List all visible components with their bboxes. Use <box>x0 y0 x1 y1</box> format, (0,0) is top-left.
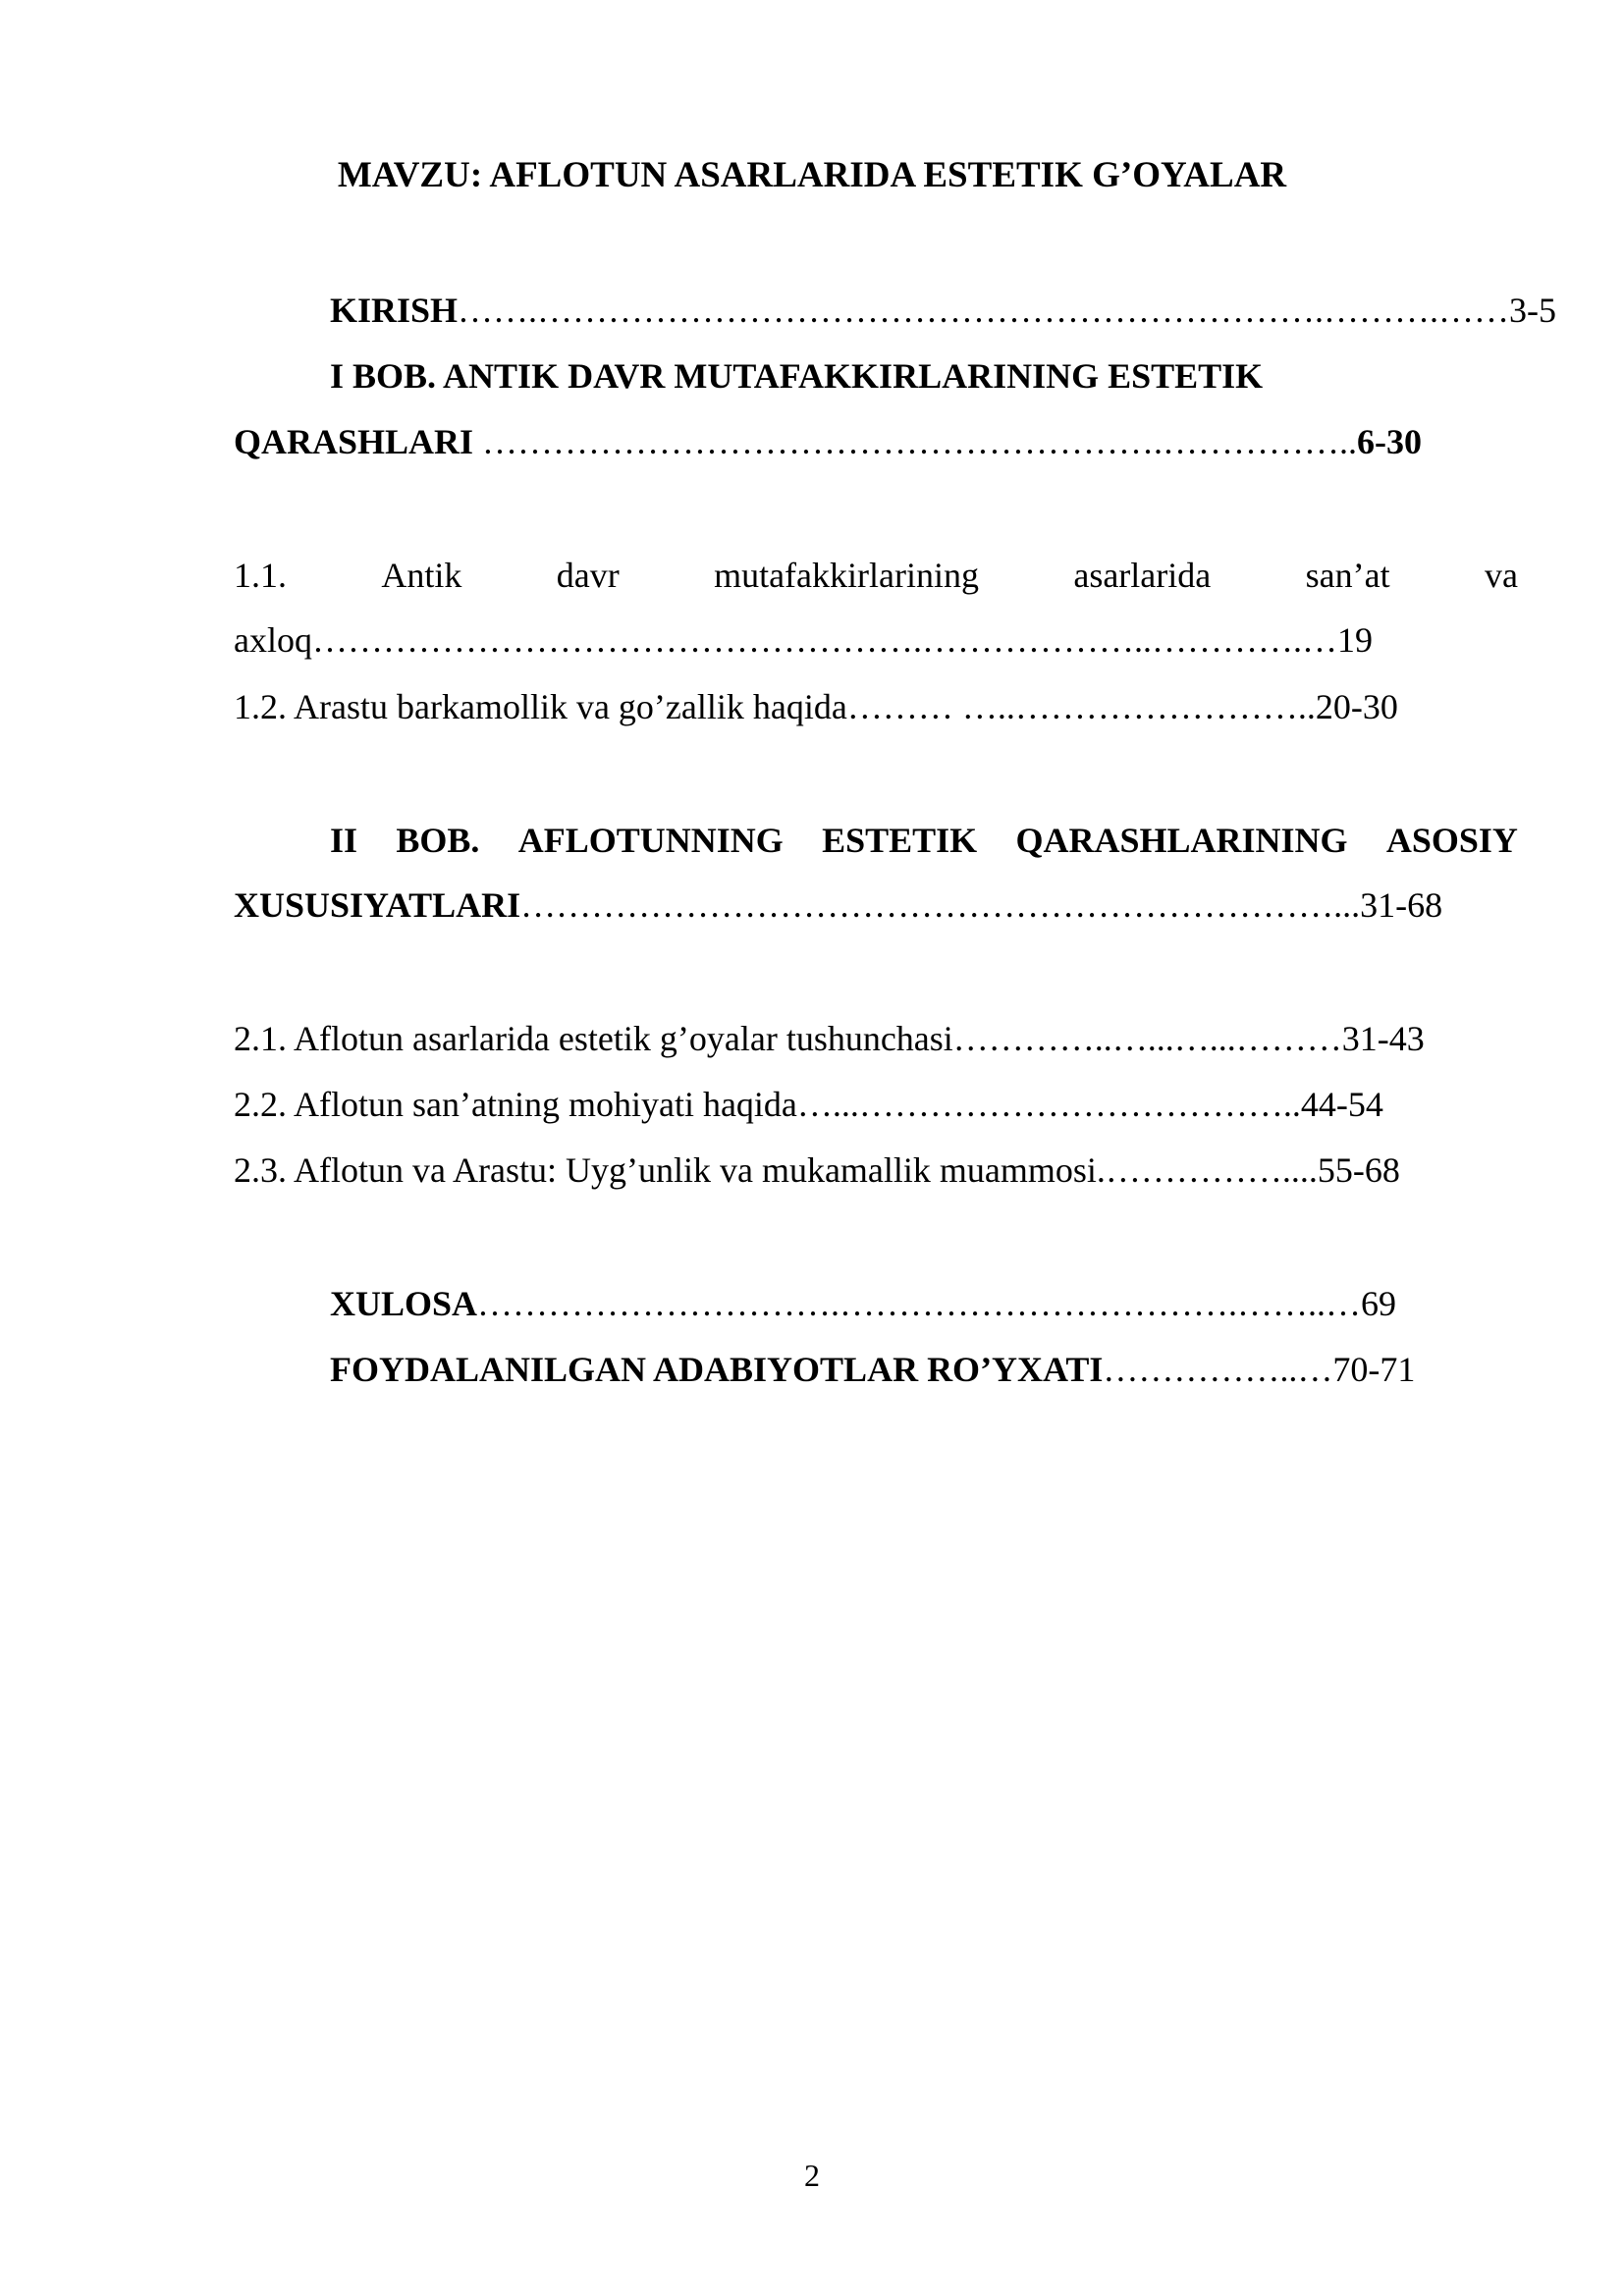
toc-section-1-1-pages: 19 <box>1336 620 1373 660</box>
toc-section-1-2-text: 1.2. Arastu barkamollik va go’zallik haqida……… …..…………………….. <box>234 687 1316 726</box>
toc-section-2-3-text: 2.3. Aflotun va Arastu: Uyg’unlik va mukamallik muammosi.…………….... <box>234 1150 1318 1190</box>
toc-section-1-2-pages: 20-30 <box>1315 687 1398 726</box>
toc-section-2-1-pages: 31-43 <box>1341 1019 1425 1058</box>
toc-kirish-pages: 3-5 <box>1509 291 1557 330</box>
toc-section-2-1 <box>234 1015 1425 1062</box>
toc-word: asarlarida <box>1073 556 1212 595</box>
toc-kirish-leader: …….………………………………………………………….……….…… <box>458 291 1510 330</box>
toc-chapter1-line1: I BOB. ANTIK DAVR MUTAFAKKIRLARINING ESTETIK <box>330 356 1264 396</box>
toc-xulosa-label: XULOSA <box>330 1284 478 1323</box>
document-title: MAVZU: AFLOTUN ASARLARIDA ESTETIK G’OYALAR <box>337 155 1287 195</box>
toc-word: 1.1. <box>234 556 287 595</box>
toc-word: BOB. <box>396 821 480 860</box>
toc-entry-references <box>330 1346 1415 1393</box>
toc-word: Antik <box>381 556 462 595</box>
toc-word: AFLOTUNNING <box>517 821 784 860</box>
toc-xulosa-pages: 69 <box>1361 1284 1397 1323</box>
toc-word: QARASHLARINING <box>1015 821 1348 860</box>
toc-chapter1-label: QARASHLARI <box>234 422 474 461</box>
page-number: 2 <box>804 2158 820 2193</box>
toc-section-2-2-pages: 44-54 <box>1300 1085 1383 1124</box>
toc-chapter1-leader: ………………………………………………….…………….. <box>473 422 1358 461</box>
toc-references-label: FOYDALANILGAN ADABIYOTLAR RO’YXATI <box>330 1350 1104 1389</box>
toc-xulosa-leader: ………………………….…………………………….……..… <box>477 1284 1362 1323</box>
toc-section-2-3 <box>234 1147 1400 1194</box>
toc-kirish-label: KIRISH <box>330 291 459 330</box>
toc-chapter2-line1 <box>330 817 1518 864</box>
toc-section-2-1-text: 2.1. Aflotun asarlarida estetik g’oyalar tushunchasi…………..…...…...……… <box>234 1019 1342 1058</box>
toc-word: ESTETIK <box>822 821 978 860</box>
toc-section-2-2-text: 2.2. Aflotun san’atning mohiyati haqida…...……………………………….. <box>234 1085 1301 1124</box>
toc-section-1-2 <box>234 683 1398 730</box>
toc-section-2-3-pages: 55-68 <box>1317 1150 1400 1190</box>
toc-word: va <box>1484 556 1518 595</box>
toc-word: II <box>330 821 358 860</box>
toc-section-1-1-line2 <box>234 616 1373 664</box>
toc-chapter2-leader: ……………………………………………………………... <box>520 885 1361 925</box>
toc-section-1-1-text: axloq…………………………………………….………………..………….… <box>234 620 1337 660</box>
toc-references-leader: ……………..… <box>1103 1350 1333 1389</box>
toc-entry-kirish <box>330 287 1556 334</box>
toc-chapter2-line2 <box>234 881 1442 929</box>
toc-chapter2-label: XUSUSIYATLARI <box>234 885 521 925</box>
toc-entry-xulosa <box>330 1280 1396 1327</box>
toc-word: davr <box>556 556 620 595</box>
toc-word: san’at <box>1305 556 1390 595</box>
toc-chapter1-line2 <box>234 418 1422 465</box>
toc-chapter2-pages: 31-68 <box>1360 885 1443 925</box>
toc-chapter1-pages: 6-30 <box>1357 422 1423 461</box>
toc-word: mutafakkirlarining <box>714 556 979 595</box>
toc-section-1-1-line1 <box>234 552 1518 599</box>
toc-references-pages: 70-71 <box>1332 1350 1416 1389</box>
toc-section-2-2 <box>234 1081 1383 1128</box>
toc-word: ASOSIY <box>1385 821 1518 860</box>
